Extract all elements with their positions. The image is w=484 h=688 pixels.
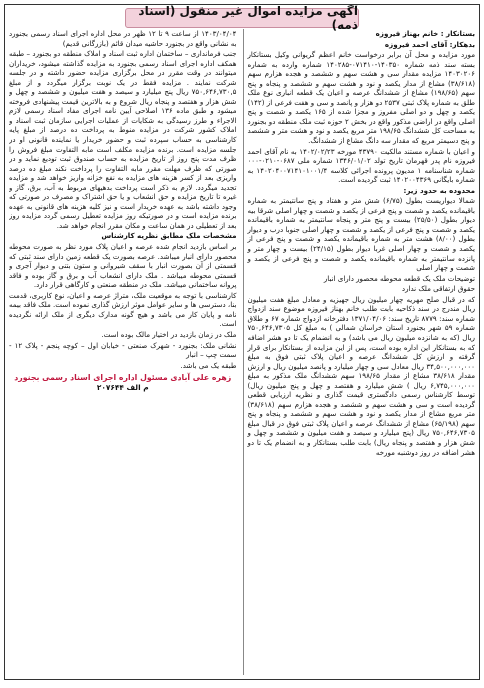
paragraph: حقوق ارتفاقی ملک ندارد — [401, 284, 475, 294]
paragraph: مشخصات ملک مطابق نظریه کارشناس — [101, 231, 237, 241]
notice-title-text: آگهی مزایده اموال غیر منقول (اسناد ذمه) — [138, 4, 358, 32]
paragraph: جنب فرمانداری – ساختمان اداره ثبت اسناد و املاک منطقه دو بجنورد – طبقه همکف اداره اجرای اسناد رسمی بجنورد به مزایده گذاشته میشود، خریداران میتوانند در وقت مقرر در محل برگزاری مزایده حضور داشته و در جلسه شرکت نمایند . مزایده فقط در یک نوبت برگزار میگردد و از مبلغ ۷۵۰,۶۴۶,۷۳۰,۵ ریال پنج میلیارد و سیصد و هفت میلیون و ششصد و چهل و شش هزار و هفتصد و پنجاه ریال شروع و به بالاترین قیمت پیشنهادی فروخته میشود و طبق ماده ۱۳۶ اصلاحی آیین نامه اجرای مفاد اسناد رسمی لازم الاجراء و طرز رسیدگی به شکایات از عملیات اجرایی سازمان ثبت اسناد و املاک کشور شرکت در مزایده منوط به پرداخت ده درصد از مبلغ پایه کارشناسی به حساب سپرده ثبت و حضور خریدار یا نماینده قانونی او در جلسه مزایده است. برنده مزایده مکلف است مابه التفاوت مبلغ فروش را ظرف مدت پنج روز از تاریخ مزایده به حساب صندوق ثبت تودیع نماید و در صورتی که ظرف مهلت مقرر مابه التفاوت را پرداخت نکند مبلغ ده درصد واریزی بعد از کسر هزینه های مزایده به نفع خزانه واریز خواهد شد و مزایده تجدید میگردد. لازم به ذکر است پرداخت بدهیهای مربوط به آب، برق، گاز و غیره تا تاریخ مزایده و حق انشعاب و یا حق اشتراک و مصرف در صورتی که وجود داشته باشد به عهده خریدار است و نیز کلیه هزینه های قانونی به عهده برنده مزایده است و در صورتیکه روز مزایده تعطیل رسمی گردد مزایده روز بعد از تعطیلی در همان ساعت و مکان مقرر انجام خواهد شد. — [9, 49, 237, 230]
signature-title: زهره علی آبادی مسئول اداره اجرای اسناد رسمی بجنورد — [14, 373, 232, 383]
notice-columns — [9, 29, 475, 675]
right-column — [243, 29, 476, 675]
paragraph: محدوده به حدود زیر: — [403, 185, 475, 195]
paragraph: بدهکار: آقای احمد فیروزه — [384, 39, 475, 49]
paragraph: کارشناسی با توجه به موقعیت ملک، متراژ عرصه و اعیان، نوع کاربری، قدمت بنا، دسترسی ها و سایر عوامل موثر ارزش گذاری نموده است. ملک فاقد بیمه نامه و پایان کار می باشد و هیچ گونه مدارک دیگری از ملک ارائه نگردیده است. — [9, 290, 237, 329]
notice-page — [4, 4, 480, 680]
paragraph: توضیحات ملک یک قطعه محوطه محصور دارای انبار — [323, 273, 475, 283]
left-column — [9, 29, 237, 675]
paragraph: که در قبال صلح مهریه چهار میلیون ریال جهیزیه و معادل مبلغ هفت میلیون ریال مندرج در سند ذکاحیه بابت طلب خانم بهناز فیروزه موضوع سند ازدواج شماره سند: ۸۷۷۹ تاریخ سند: ۱۳۷۱/۰۴/۰۶ دفترخانه ازدواج شماره ۶۷ و طلاق شماره ۵۹ شهر بجنورد استان خراسان شمالی ) به مبلغ کل ۷۵۰,۶۴۶,۷۳۰۵ ریال (که به شانزده میلیون ریال می باشد) و به انضمام یک تا دو هشر اضافه که به بستانکار این اداره بوده است، پس از این مزایده از بستانکار برای قرار گرفته و ارزش کل ششدانگ عرصه و اعیان پلاک ثبتی فوق به مبلغ ۳۴,۵۰۰,۰۰۰,۰۰۰ ریال معادل سی و چهار میلیارد و پانصد میلیون ریال و ارزش مقدار ۳۸/۶۱۸ مشاع از مقدار ۱۹۸/۶۵ سهم ششدانگ ملک مذکور به مبلغ ۶,۷۴۵,۰۰۰,۰۰۰ ریال ) شش میلیارد و هفتصد و چهل و پنج میلیون ریال) توسط کارشناس رسمی دادگستری قیمت گذاری و نظریه ارزیابی قطعی گردیده است و سی و هشت سهم و ششصد و هجده هزارم سهم (۳۸/۶۱۸) متر مربع مشاع از مدار یکصد و نود و هشت سهم و ششصد و پنجاه و پنج سهم (۶۵/۱۹۸) مشاع از ششدانگ عرصه و اعیان پلاک ثبتی فوق در قبال مبلغ ۷۵۰,۶۴۶,۷۳۰۵ ریال (پنج میلیارد و سیصد و هفت میلیون و ششصد و چهل و شش هزار و هفتصد و پنجاه ریال) بابت طلب بستانکار و به انضمام یک تا دو هشر اضافه در روز دوشنبه مورخه — [247, 294, 475, 457]
paragraph: طبقه یک می باشد. — [180, 360, 237, 370]
paragraph: ۱۴۰۳/۰۴/۰۴ از ساعت ۹ تا ۱۲ ظهر در محل اداره اجرای اسناد رسمی بجنورد به نشانی واقع در بجنورد حاشیه میدان قائم (بازرگانی قدیم) — [9, 29, 237, 48]
paragraph: و اعیان با شماره مستند مالکیت ۴۳۷۹۰ مورخه ۱۴۰۲/۰۲/۲۳ به نام آقای احمد فیروزه نام پدر قهرمان تاریخ تولد ۱۳۴۶/۰۱/۰۲ شماره ملی ۰۶۸۷-۰۲۱۰-۰۰۰ شماره شناسنامه ۱ مدیون پرونده اجرائی کلاسه ۱۴۰۲۰۴۰۰۷۱۴۱۰۱۰۰۱/۴ به شماره بایگانی ۱۴۰۲۰۰۴۳۶۹ ثبت گردیده است. — [247, 146, 475, 185]
paragraph: شمالا دیواریست بطول (۶/۷۵) شش متر و هفتاد و پنج سانتیمتر به شماره باقیمانده یکصد و شصت و پنج فرعی از یکصد و شصت و چهار اصلی شرقا بیه دیوار بطول (۲۵/۵۰) بیست و پنج متر و پنجاه سانتیمتر به شماره باقیمانده یکصد و شصت و پنج فرعی از یکصد و شصت و چهار اصلی جنوبا درب و دیوار بطول (۸/۰۰) هشت متر به شماره باقیمانده یکصد و شصت و پنج فرعی از یکصد و شصت و چهار اصلی غربا دیوار بطول (۲۴/۱۵) بیست و چهار متر و پانزده سانتیمتر به شماره باقیمانده یکصد و شصت و پنج فرعی از یکصد و شصت و چهار اصلی — [247, 196, 475, 273]
paragraph: ملک در زمان بازدید در اختیار مالک بوده است. — [101, 329, 237, 339]
paragraph: نشانی ملک: بجنورد - شهرک صنعتی - خیابان اول – کوچه پنجم - پلاک ۱۲ - سمت چپ – انبار — [9, 340, 237, 360]
paragraph: بر اساس بازدید انجام شده عرصه و اعیان پلاک مورد نظر به صورت محوطه محصور دارای انبار میباشد. عرصه بصورت یک قطعه زمین دارای سند ثبتی که قسمتی از آن بصورت انبار با سقف شیروانی و ستون بتنی و دیوار آجری و قسمتی محوطه میباشد . ملک دارای انشعاب آب و برق و گاز بوده و فاقد پروانه ساختمانی میباشد. ملک در منطقه صنعتی و کارگاهی قرار دارد. — [9, 242, 237, 290]
paragraph: مورد مزایده و محل آن برابر درخواست خانم اعظم گریوانی وکیل بستانکار بسته سند ذمه شماره ۱۴۰۳۵۰-۰۷۱۴۱۰-۱۴۰۲۸۵ شماره وارده به شماره ۱۴۰۳۰۲۰۶ مزایده مقدار سی و هشت سهم و ششصد و هجده هزارم سهم (۳۸/۶۱۸) مشاع از مدار یکصد و نود و هشت سهم و ششصد و پنجاه و پنج سهم (۱۹۸/۶۵) مشاع از ششدانگ عرصه و اعیان یک قطعه انباری نوع ملک طلق به شماره پلاک ثبتی ۲۵۳۷ دو هزار و پانصد و سی و هفت فرعی از (۱۴۲) یکصد و چهل و دو اصلی مفروز و مجزا شده از ۱۶۵ یکصد و شصت و پنج اصلی واقع در اراضی مذکور واقع در بخش ۲ حوزه ثبت ملک منطقه دو بجنورد به مساحت کل ششدانگ ۱۹۸/۶۵ متر مربع یکصد و نود و هشت متر و ششصد و پنج دسیمتر مربع که مقدار سه دانگ مشاع از ششدانگ. — [247, 50, 475, 146]
paragraph: بستانکار : خانم بهناز فیروزه — [375, 29, 475, 38]
notice-title — [125, 4, 359, 32]
signature-number: م الف ۲۰۷۶۴۴ — [96, 383, 149, 393]
